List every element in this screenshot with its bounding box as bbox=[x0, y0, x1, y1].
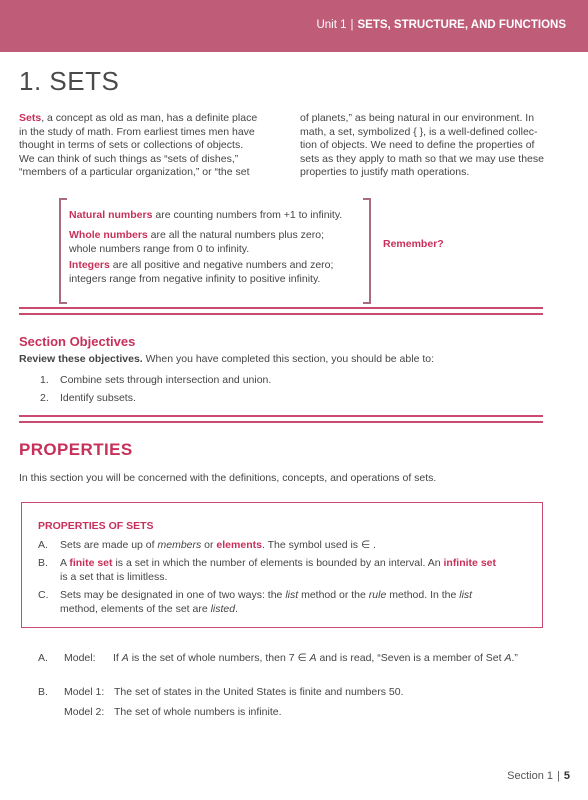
infinite-set-term: infinite set bbox=[443, 557, 496, 569]
text-run: Sets are made up of bbox=[60, 539, 158, 551]
definition-text: are all the natural numbers plus zero; bbox=[147, 229, 325, 241]
list-term: list bbox=[459, 589, 473, 601]
intro-line: math, a set, symbolized { }, is a well-defined collec- bbox=[300, 125, 538, 138]
left-bracket bbox=[59, 198, 67, 304]
property-item-c bbox=[38, 589, 538, 617]
intro-line: We can think of such things as “sets of dishes,” bbox=[19, 152, 239, 165]
objectives-intro-bold: Review these objectives. bbox=[19, 353, 143, 365]
model-a-label: Model: bbox=[64, 652, 96, 664]
text-run: A bbox=[60, 557, 70, 569]
section-heading: 1. SETS bbox=[19, 66, 120, 96]
text-run: Sets may be designated in one of two ways: the bbox=[60, 589, 286, 601]
set-variable: A bbox=[504, 652, 512, 664]
objective-item bbox=[40, 392, 136, 404]
intro-line: “members of a particular organization,” or “the set bbox=[19, 166, 250, 179]
definition-text: whole numbers range from 0 to infinity. bbox=[69, 242, 250, 255]
objectives-intro-text: When you have completed this section, you should be able to: bbox=[142, 353, 434, 365]
model-a-letter: A. bbox=[38, 652, 48, 664]
header-separator: | bbox=[350, 19, 354, 31]
text-run: method or the bbox=[298, 589, 369, 601]
integers-term: Integers bbox=[69, 259, 110, 271]
set-variable: A bbox=[309, 652, 317, 664]
item-letter: C. bbox=[38, 589, 49, 601]
definition-text: are all positive and negative numbers and zero; bbox=[109, 259, 334, 271]
intro-line: tion of objects. We need to define the properties of bbox=[300, 139, 535, 152]
rule-term: rule bbox=[368, 589, 387, 601]
model-2-text: The set of whole numbers is infinite. bbox=[114, 706, 282, 718]
running-header bbox=[316, 19, 566, 31]
intro-text: , a concept as old as man, has a definite place bbox=[41, 112, 258, 124]
divider-rule bbox=[19, 307, 543, 309]
model-a-text bbox=[113, 652, 518, 664]
text-run: method. In the bbox=[386, 589, 460, 601]
item-text bbox=[60, 539, 538, 553]
right-bracket bbox=[363, 198, 371, 304]
properties-intro: In this section you will be concerned with the definitions, concepts, and operations of sets. bbox=[19, 472, 437, 484]
divider-rule bbox=[19, 313, 543, 315]
objectives-intro bbox=[19, 353, 434, 365]
intro-line: thought in terms of sets or collections of objects. bbox=[19, 139, 244, 152]
sets-term: Sets bbox=[19, 112, 42, 124]
elements-term: elements bbox=[216, 539, 262, 551]
model-1-text: The set of states in the United States is finite and numbers 50. bbox=[114, 686, 404, 698]
properties-of-sets-heading: PROPERTIES OF SETS bbox=[38, 520, 154, 532]
property-item-a bbox=[38, 539, 538, 553]
intro-line: properties to justify math operations. bbox=[300, 166, 470, 179]
text-run: . The symbol used is ∈ . bbox=[261, 539, 376, 551]
item-letter: B. bbox=[38, 557, 48, 569]
intro-line: of planets,” as being natural in our environment. In bbox=[300, 112, 535, 124]
intro-line bbox=[19, 112, 269, 126]
properties-heading: PROPERTIES bbox=[19, 440, 133, 459]
list-term: list bbox=[285, 589, 299, 601]
unit-label: Unit 1 bbox=[316, 19, 347, 31]
item-text bbox=[60, 557, 538, 584]
natural-numbers-term: Natural numbers bbox=[69, 209, 153, 221]
text-run: and is read, “Seven is a member of Set bbox=[316, 652, 505, 664]
objective-text: Identify subsets. bbox=[60, 392, 136, 404]
finite-set-term: finite set bbox=[69, 557, 113, 569]
definition-text: integers range from negative infinity to positive infinity. bbox=[69, 272, 321, 285]
text-run: If bbox=[113, 652, 122, 664]
text-run: . bbox=[235, 602, 239, 615]
property-item-b bbox=[38, 557, 538, 585]
model-1-label: Model 1: bbox=[64, 686, 105, 698]
definition-text: are counting numbers from +1 to infinity. bbox=[152, 209, 343, 221]
intro-line: in the study of math. From earliest times men have bbox=[19, 125, 255, 138]
page-footer bbox=[507, 770, 570, 782]
set-variable: A bbox=[121, 652, 129, 664]
intro-line: sets as they apply to math so that we may use these bbox=[300, 152, 544, 165]
item-text bbox=[60, 589, 538, 616]
model-2-label: Model 2: bbox=[64, 706, 105, 718]
whole-numbers-term: Whole numbers bbox=[69, 229, 148, 241]
objective-number: 2. bbox=[40, 392, 49, 404]
objective-number: 1. bbox=[40, 374, 49, 386]
text-run: is the set of whole numbers, then 7 ∈ bbox=[128, 652, 310, 664]
listed-term: listed bbox=[210, 602, 236, 615]
whole-numbers-definition bbox=[69, 229, 361, 257]
page-number: 5 bbox=[563, 770, 570, 782]
intro-left-column bbox=[19, 112, 269, 180]
divider-rule bbox=[19, 415, 543, 417]
remember-callout: Remember? bbox=[383, 238, 444, 250]
natural-numbers-definition bbox=[69, 209, 361, 223]
objectives-heading: Section Objectives bbox=[19, 334, 136, 349]
text-run: .” bbox=[511, 652, 518, 664]
footer-section: Section 1 bbox=[507, 770, 554, 782]
text-run: is a set in which the number of elements is bounded by an interval. An bbox=[112, 557, 444, 569]
intro-right-column bbox=[300, 112, 570, 180]
integers-definition bbox=[69, 259, 361, 287]
text-run: is a set that is limitless. bbox=[60, 570, 168, 583]
unit-title: SETS, STRUCTURE, AND FUNCTIONS bbox=[357, 19, 566, 31]
objective-text: Combine sets through intersection and union. bbox=[60, 374, 272, 386]
model-b-letter: B. bbox=[38, 686, 48, 698]
objective-item bbox=[40, 374, 271, 386]
item-letter: A. bbox=[38, 539, 48, 551]
members-term: members bbox=[157, 539, 202, 551]
text-run: or bbox=[201, 539, 217, 551]
divider-rule bbox=[19, 421, 543, 423]
footer-separator: | bbox=[557, 770, 560, 782]
text-run: method, elements of the set are bbox=[60, 602, 211, 615]
